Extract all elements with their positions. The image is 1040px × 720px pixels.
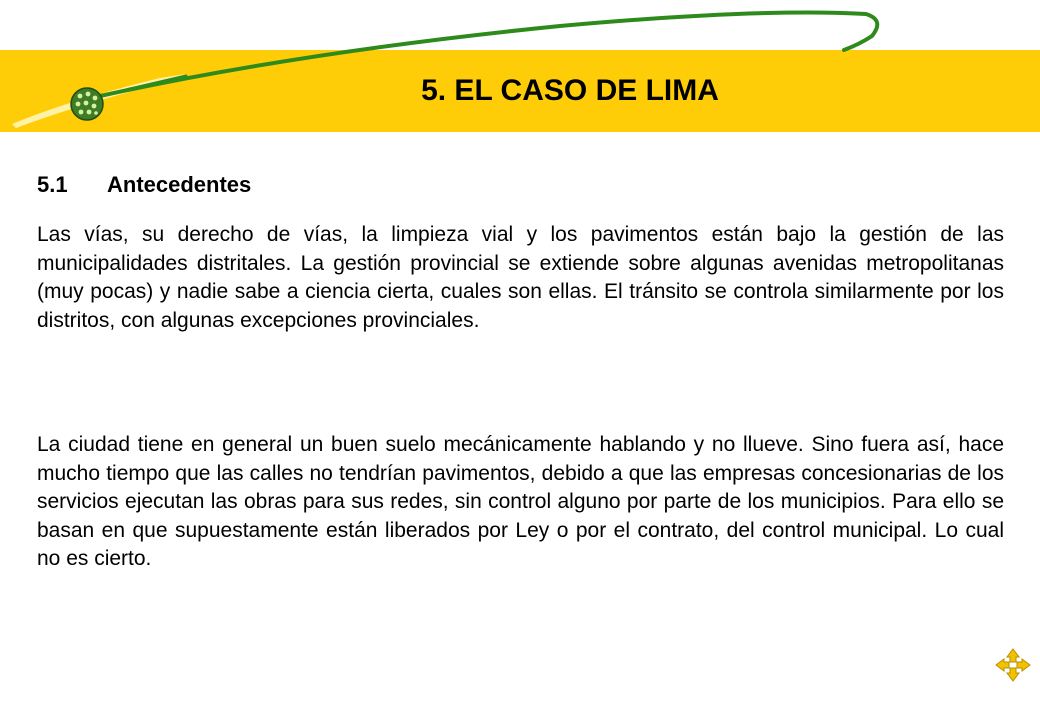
green-swoosh-tail xyxy=(100,76,186,96)
section-title: Antecedentes xyxy=(107,172,252,197)
paragraph-2: La ciudad tiene en general un buen suelo mecánicamente hablando y no llueve. Sino fuera así, hace mucho tiempo que las calles no tendrían pavimentos, debido a que las empresas concesionarias de los servicios ejecutan las obras para sus redes, sin control alguno por parte de los municipios. Para ello se basan en que supuestamente están liberados por Ley o por el contrato, del control municipal. Lo cual no es cierto. xyxy=(37,433,1004,571)
slide-title: 5. EL CASO DE LIMA xyxy=(421,74,719,107)
paragraph-1: Las vías, su derecho de vías, la limpieza vial y los pavimentos están bajo la gestión de las municipalidades distritales. La gestión provincial se extiende sobre algunas avenidas metropolitanas (muy pocas) y nadie sabe a ciencia cierta, cuales son ellas. El tránsito se controla similarmente por los distritos, con algunas excepciones provinciales. xyxy=(37,223,1004,332)
green-globe-icon xyxy=(71,88,103,120)
four-way-arrows-icon[interactable] xyxy=(995,648,1031,682)
section-number: 5.1 xyxy=(37,172,68,197)
section-heading xyxy=(37,172,251,198)
